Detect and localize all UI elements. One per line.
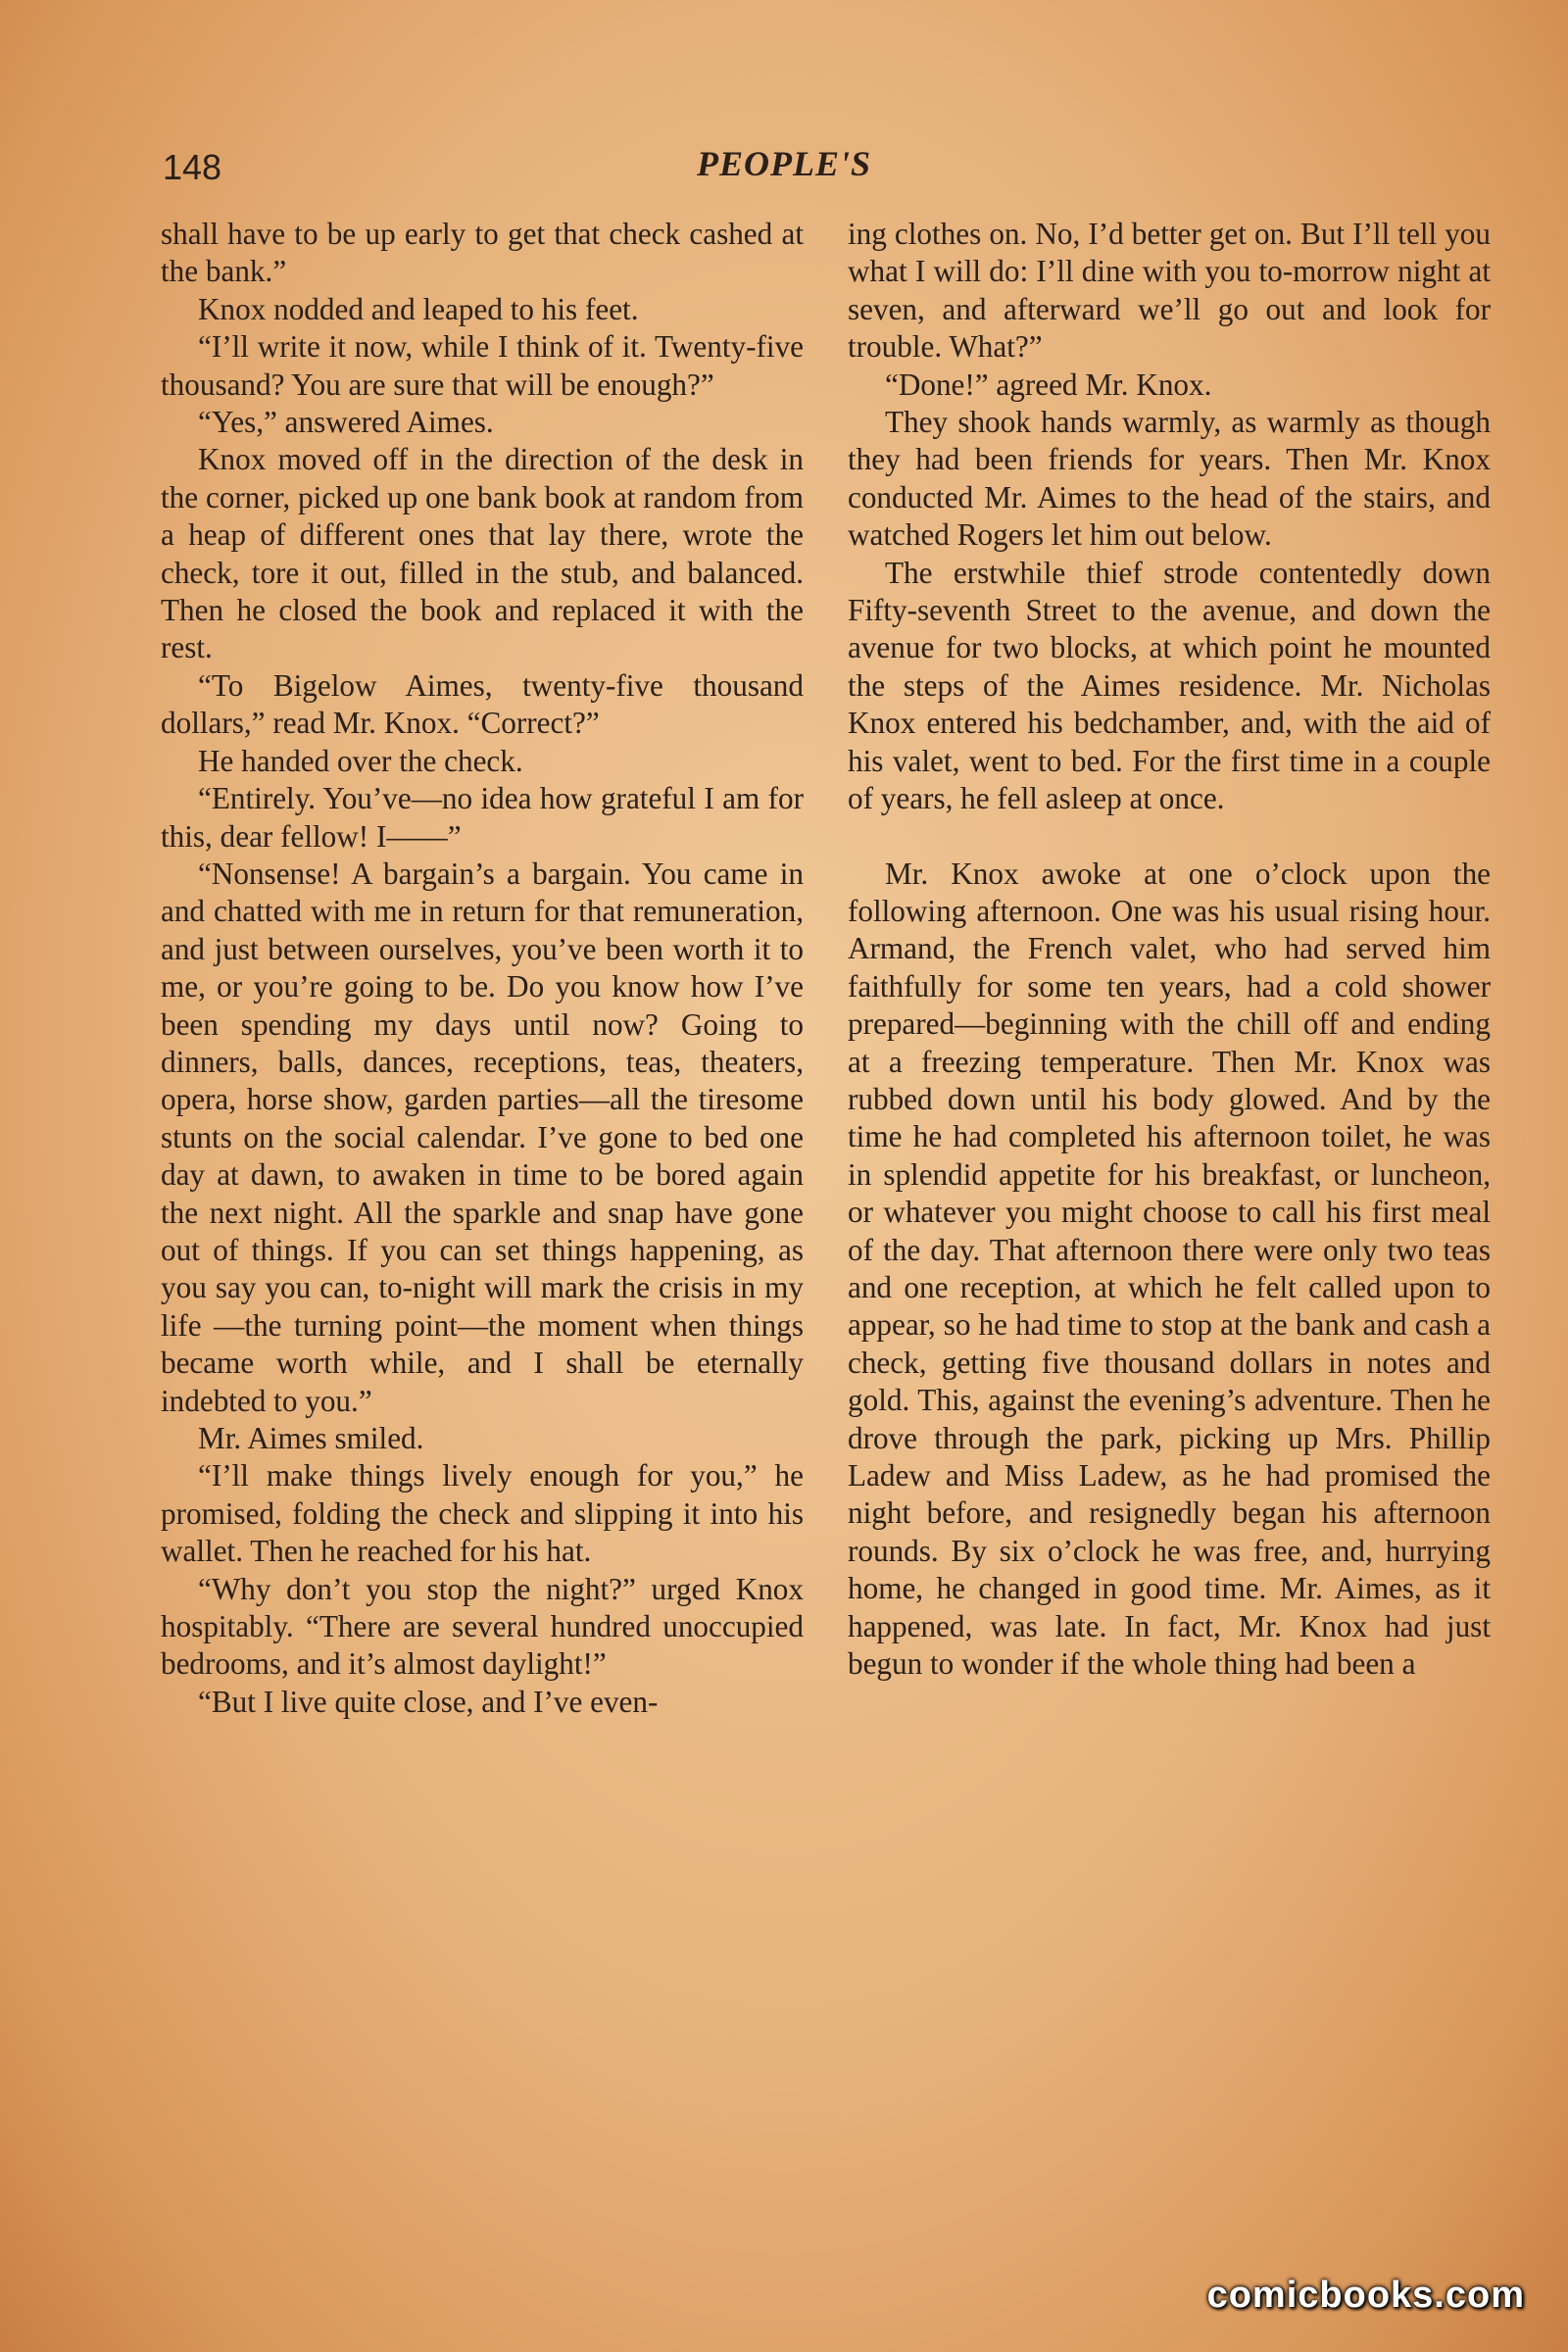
paragraph: They shook hands warmly, as warmly as though they had been friends for years. Then Mr. Knox conducted Mr. Aimes to the head of the stairs, and watched Rogers let him out below. [848,405,1491,553]
left-column [161,216,804,1721]
paragraph: “Done!” agreed Mr. Knox. [885,367,1212,402]
paragraph: “To Bigelow Aimes, twenty-five thousand dollars,” read Mr. Knox. “Correct?” [161,667,804,741]
paragraph: “I’ll write it now, while I think of it. Twenty-five thousand? You are sure that will be enough?” [161,329,804,402]
paragraph: Knox nodded and leaped to his feet. [198,291,639,326]
paragraph: “Nonsense! A bargain’s a bargain. You came in and chatted with me in return for that remuneration, and just between ourselves, you’ve been worth it to me, or you’re going to be. Do you know how I’ve been spending my days until now? Going to dinners, balls, dances, receptions, teas, theaters, opera, horse show, garden parties—all the tiresome stunts on the social calendar. I’ve gone to bed one day at dawn, to awaken in time to be bored again the next night. All the sparkle and snap have gone out of things. If you can set things happening, as you say you can, to-night will mark the crisis in my life —the turning point—the moment when things became worth while, and I shall be eternally indebted to you.” [161,856,804,1418]
paragraph: “I’ll make things lively enough for you,” he promised, folding the check and slipping it into his wallet. Then he reached for his hat. [161,1458,804,1569]
paragraph: “Entirely. You’ve—no idea how grateful I am for this, dear fellow! I——” [161,781,804,854]
right-column [848,216,1491,1683]
paragraph: Mr. Knox awoke at one o’clock upon the following afternoon. One was his usual rising hour. Armand, the French valet, who had served him faithfully for some ten years, had a cold shower prepared—beginning with the chill off and ending at a freezing temperature. Then Mr. Knox was rubbed down until his body glowed. And by the time he had completed his afternoon toilet, he was in splendid appetite for his breakfast, or luncheon, or whatever you might choose to call his first meal of the day. That afternoon there were only two teas and one reception, at which he felt called upon to appear, so he had time to stop at the bank and cash a check, getting five thousand dollars in notes and gold. This, against the evening’s adventure. Then he drove through the park, picking up Mrs. Phillip Ladew and Miss Ladew, as he had promised the night before, and resignedly began his afternoon rounds. By six o’clock he was free, and, hurrying home, he changed in good time. Mr. Aimes, as it happened, was late. In fact, Mr. Knox had just begun to wonder if the whole thing had been a [848,856,1491,1682]
paragraph: shall have to be up early to get that check cashed at the bank.” [161,217,804,289]
paragraph: “Why don’t you stop the night?” urged Knox hospitably. “There are several hundred unoccupied bedrooms, and it’s almost daylight!” [161,1571,804,1682]
paragraph: “Yes,” answered Aimes. [198,405,494,440]
running-head: PEOPLE'S [696,144,871,183]
paragraph: Mr. Aimes smiled. [198,1421,424,1455]
paragraph: ing clothes on. No, I’d better get on. But I’ll tell you what I will do: I’ll dine with you to-morrow night at seven, and afterward we’ll go out and look for trouble. What?” [848,217,1491,365]
paragraph: He handed over the check. [198,743,523,778]
paragraph: “But I live quite close, and I’ve even- [198,1684,659,1719]
paragraph: Knox moved off in the direction of the desk in the corner, picked up one bank book at random from a heap of different ones that lay there, wrote the check, tore it out, filled in the stub, and balanced. Then he closed the book and replaced it with the rest. [161,442,804,665]
paragraph: The erstwhile thief strode contentedly down Fifty-seventh Street to the avenue, and down the avenue for two blocks, at which point he mounted the steps of the Aimes residence. Mr. Nicholas Knox entered his bedchamber, and, with the aid of his valet, went to bed. For the first time in a couple of years, he fell asleep at once. [848,555,1491,816]
page-number: 148 [163,147,222,187]
site-watermark: comicbooks.com [1206,2275,1525,2316]
